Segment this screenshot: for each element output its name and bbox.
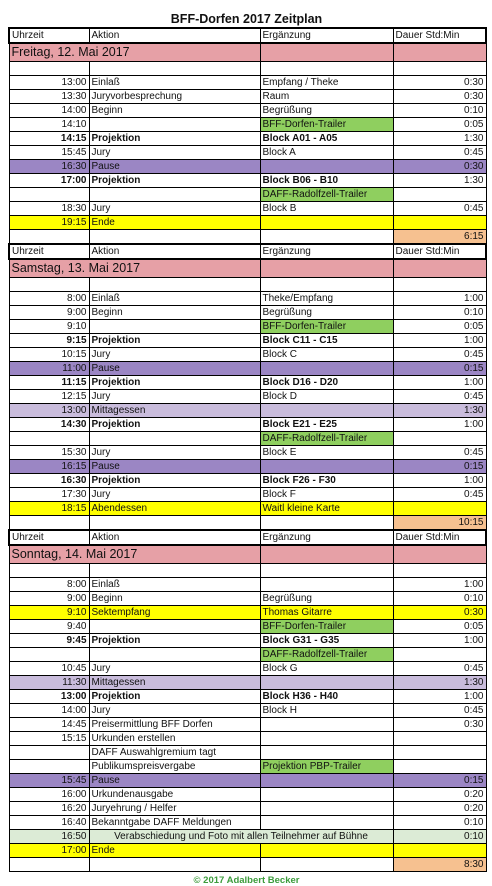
erganzung-cell [260, 816, 393, 830]
erganzung-cell: DAFF-Radolfzell-Trailer [260, 648, 393, 662]
time-cell: 19:15 [9, 216, 89, 230]
erganzung-cell: Block E [260, 446, 393, 460]
schedule-row [9, 830, 486, 844]
erganzung-cell [260, 404, 393, 418]
time-cell: 14:10 [9, 118, 89, 132]
duration-cell [393, 746, 486, 760]
action-cell: Pause [89, 774, 260, 788]
duration-cell: 0:30 [393, 606, 486, 620]
time-cell: 9:10 [9, 320, 89, 334]
header-erganzung: Ergänzung [260, 28, 393, 43]
schedule-row [9, 390, 486, 404]
action-cell: Einlaß [89, 578, 260, 592]
duration-cell: 1:30 [393, 404, 486, 418]
erganzung-cell: Waitl kleine Karte [260, 502, 393, 516]
time-cell: 16:20 [9, 802, 89, 816]
erganzung-cell [260, 160, 393, 174]
schedule-sheet [8, 12, 485, 886]
duration-cell [393, 216, 486, 230]
empty-cell [9, 230, 89, 245]
action-cell [89, 188, 260, 202]
action-cell: Mittagessen [89, 676, 260, 690]
empty-cell [260, 230, 393, 245]
schedule-row [9, 446, 486, 460]
empty-cell [260, 278, 393, 292]
time-cell: 12:15 [9, 390, 89, 404]
schedule-row [9, 362, 486, 376]
time-cell: 15:45 [9, 146, 89, 160]
time-cell: 16:30 [9, 160, 89, 174]
duration-cell: 0:45 [393, 704, 486, 718]
blank-row [9, 278, 486, 292]
erganzung-cell: Block A01 - A05 [260, 132, 393, 146]
duration-cell: 0:30 [393, 76, 486, 90]
erganzung-cell [260, 362, 393, 376]
action-cell: Jury [89, 146, 260, 160]
action-cell: Beginn [89, 306, 260, 320]
header-aktion: Aktion [89, 530, 260, 545]
action-cell: Sektempfang [89, 606, 260, 620]
empty-cell [9, 516, 89, 531]
empty-cell [260, 564, 393, 578]
column-header-row [9, 28, 486, 43]
schedule-row [9, 320, 486, 334]
time-cell: 13:00 [9, 76, 89, 90]
schedule-row [9, 418, 486, 432]
duration-cell [393, 648, 486, 662]
action-cell [89, 118, 260, 132]
day-title: Freitag, 12. Mai 2017 [9, 43, 260, 62]
time-cell: 9:00 [9, 306, 89, 320]
schedule-row [9, 404, 486, 418]
duration-cell: 1:00 [393, 578, 486, 592]
action-cell: Pause [89, 362, 260, 376]
duration-cell: 0:10 [393, 830, 486, 844]
erganzung-cell [260, 802, 393, 816]
empty-cell [89, 564, 260, 578]
erganzung-cell: Block F26 - F30 [260, 474, 393, 488]
erganzung-cell: Block H36 - H40 [260, 690, 393, 704]
time-cell: 17:30 [9, 488, 89, 502]
action-cell: Einlaß [89, 76, 260, 90]
schedule-row [9, 306, 486, 320]
duration-cell: 0:45 [393, 390, 486, 404]
duration-cell: 1:30 [393, 174, 486, 188]
blank-row [9, 564, 486, 578]
day-title: Samstag, 13. Mai 2017 [9, 259, 260, 278]
time-cell: 15:15 [9, 732, 89, 746]
time-cell: 14:00 [9, 704, 89, 718]
action-cell: Mittagessen [89, 404, 260, 418]
action-cell: Projektion [89, 474, 260, 488]
schedule-row [9, 732, 486, 746]
day-cell [393, 259, 486, 278]
action-cell: Jury [89, 704, 260, 718]
header-dauer: Dauer Std:Min [393, 530, 486, 545]
duration-cell [393, 188, 486, 202]
erganzung-cell [260, 732, 393, 746]
action-cell [89, 432, 260, 446]
duration-cell: 0:20 [393, 802, 486, 816]
action-cell: Jury [89, 488, 260, 502]
schedule-row [9, 348, 486, 362]
action-cell: Jury [89, 390, 260, 404]
erganzung-cell: Thomas Gitarre [260, 606, 393, 620]
time-cell: 13:00 [9, 404, 89, 418]
action-cell: Projektion [89, 334, 260, 348]
schedule-row [9, 690, 486, 704]
time-cell: 16:40 [9, 816, 89, 830]
action-cell: Verabschiedung und Foto mit allen Teilnehmer auf Bühne [89, 830, 393, 844]
empty-cell [89, 858, 260, 872]
action-cell: Jury [89, 348, 260, 362]
time-cell: 11:00 [9, 362, 89, 376]
duration-cell: 0:15 [393, 774, 486, 788]
duration-cell: 0:45 [393, 446, 486, 460]
empty-cell [9, 278, 89, 292]
action-cell [89, 620, 260, 634]
empty-cell [393, 62, 486, 76]
page-title: BFF-Dorfen 2017 Zeitplan [170, 12, 323, 26]
time-cell: 8:00 [9, 292, 89, 306]
time-cell: 16:50 [9, 830, 89, 844]
action-cell: Jury [89, 446, 260, 460]
erganzung-cell: Block A [260, 146, 393, 160]
copyright-footer: © 2017 Adalbert Becker [193, 875, 300, 886]
erganzung-cell: Block D16 - D20 [260, 376, 393, 390]
schedule-row [9, 844, 486, 858]
erganzung-cell: Block C [260, 348, 393, 362]
schedule-row [9, 816, 486, 830]
erganzung-cell: Block C11 - C15 [260, 334, 393, 348]
duration-cell: 1:00 [393, 634, 486, 648]
schedule-row [9, 292, 486, 306]
schedule-row [9, 118, 486, 132]
action-cell: Projektion [89, 132, 260, 146]
schedule-row [9, 648, 486, 662]
time-cell [9, 432, 89, 446]
action-cell: Beginn [89, 104, 260, 118]
action-cell: Juryehrung / Helfer [89, 802, 260, 816]
header-uhrzeit: Uhrzeit [9, 244, 89, 259]
schedule-row [9, 376, 486, 390]
day-cell [393, 545, 486, 564]
duration-cell: 0:05 [393, 320, 486, 334]
time-cell: 9:00 [9, 592, 89, 606]
schedule-row [9, 104, 486, 118]
time-cell: 15:45 [9, 774, 89, 788]
erganzung-cell: Block G31 - G35 [260, 634, 393, 648]
duration-cell: 1:00 [393, 690, 486, 704]
action-cell: Einlaß [89, 292, 260, 306]
day-total: 10:15 [393, 516, 486, 531]
duration-cell: 0:30 [393, 90, 486, 104]
action-cell: Preisermittlung BFF Dorfen [89, 718, 260, 732]
action-cell: Projektion [89, 174, 260, 188]
time-cell: 10:15 [9, 348, 89, 362]
header-erganzung: Ergänzung [260, 530, 393, 545]
schedule-row [9, 662, 486, 676]
time-cell: 10:45 [9, 662, 89, 676]
erganzung-cell: Theke/Empfang [260, 292, 393, 306]
action-cell: Projektion [89, 376, 260, 390]
empty-cell [260, 858, 393, 872]
duration-cell: 0:10 [393, 306, 486, 320]
erganzung-cell [260, 774, 393, 788]
header-erganzung: Ergänzung [260, 244, 393, 259]
action-cell: Jury [89, 202, 260, 216]
action-cell: Urkunden erstellen [89, 732, 260, 746]
duration-cell: 0:15 [393, 362, 486, 376]
empty-cell [9, 62, 89, 76]
duration-cell: 0:45 [393, 348, 486, 362]
duration-cell [393, 844, 486, 858]
day-cell [393, 43, 486, 62]
duration-cell: 1:00 [393, 418, 486, 432]
day-total: 8:30 [393, 858, 486, 872]
erganzung-cell: Begrüßung [260, 592, 393, 606]
duration-cell: 0:45 [393, 146, 486, 160]
action-cell [89, 648, 260, 662]
erganzung-cell: Raum [260, 90, 393, 104]
erganzung-cell: DAFF-Radolfzell-Trailer [260, 188, 393, 202]
schedule-row [9, 188, 486, 202]
action-cell: Jury [89, 662, 260, 676]
erganzung-cell [260, 460, 393, 474]
erganzung-cell [260, 216, 393, 230]
header-aktion: Aktion [89, 28, 260, 43]
schedule-row [9, 460, 486, 474]
time-cell: 16:30 [9, 474, 89, 488]
empty-cell [89, 62, 260, 76]
duration-cell: 1:30 [393, 132, 486, 146]
schedule-row [9, 202, 486, 216]
day-cell [260, 43, 393, 62]
erganzung-cell: Block B06 - B10 [260, 174, 393, 188]
action-cell: Projektion [89, 418, 260, 432]
empty-cell [260, 62, 393, 76]
header-uhrzeit: Uhrzeit [9, 28, 89, 43]
duration-cell: 0:45 [393, 488, 486, 502]
schedule-row [9, 606, 486, 620]
day-header-row [9, 545, 486, 564]
action-cell: Juryvorbesprechung [89, 90, 260, 104]
time-cell: 9:15 [9, 334, 89, 348]
empty-cell [260, 516, 393, 531]
header-dauer: Dauer Std:Min [393, 244, 486, 259]
duration-cell [393, 732, 486, 746]
action-cell: Beginn [89, 592, 260, 606]
duration-cell [393, 432, 486, 446]
action-cell [89, 320, 260, 334]
duration-cell: 0:30 [393, 160, 486, 174]
erganzung-cell: BFF-Dorfen-Trailer [260, 118, 393, 132]
action-cell: Pause [89, 460, 260, 474]
erganzung-cell: DAFF-Radolfzell-Trailer [260, 432, 393, 446]
action-cell: DAFF Auswahlgremium tagt [89, 746, 260, 760]
time-cell: 13:30 [9, 90, 89, 104]
duration-cell: 1:00 [393, 474, 486, 488]
time-cell [9, 760, 89, 774]
duration-cell: 0:05 [393, 118, 486, 132]
duration-cell: 0:45 [393, 662, 486, 676]
time-cell: 11:30 [9, 676, 89, 690]
empty-cell [393, 564, 486, 578]
schedule-row [9, 578, 486, 592]
schedule-body [9, 28, 486, 872]
empty-cell [9, 858, 89, 872]
time-cell [9, 188, 89, 202]
schedule-row [9, 432, 486, 446]
time-cell: 14:15 [9, 132, 89, 146]
erganzung-cell: Block H [260, 704, 393, 718]
action-cell: Projektion [89, 634, 260, 648]
column-header-row [9, 244, 486, 259]
time-cell: 17:00 [9, 844, 89, 858]
erganzung-cell [260, 746, 393, 760]
schedule-row [9, 146, 486, 160]
erganzung-cell [260, 676, 393, 690]
schedule-row [9, 704, 486, 718]
time-cell: 8:00 [9, 578, 89, 592]
schedule-row [9, 802, 486, 816]
erganzung-cell: Block E21 - E25 [260, 418, 393, 432]
day-cell [260, 545, 393, 564]
empty-cell [9, 564, 89, 578]
erganzung-cell [260, 844, 393, 858]
time-cell: 16:15 [9, 460, 89, 474]
schedule-row [9, 746, 486, 760]
erganzung-cell: Projektion PBP-Trailer [260, 760, 393, 774]
schedule-row [9, 788, 486, 802]
erganzung-cell: BFF-Dorfen-Trailer [260, 620, 393, 634]
day-title: Sonntag, 14. Mai 2017 [9, 545, 260, 564]
schedule-row [9, 502, 486, 516]
erganzung-cell: Begrüßung [260, 306, 393, 320]
schedule-row [9, 132, 486, 146]
duration-cell: 0:15 [393, 460, 486, 474]
schedule-row [9, 774, 486, 788]
duration-cell [393, 502, 486, 516]
day-total-row [9, 230, 486, 245]
erganzung-cell: Block F [260, 488, 393, 502]
action-cell: Abendessen [89, 502, 260, 516]
time-cell: 13:00 [9, 690, 89, 704]
schedule-row [9, 334, 486, 348]
duration-cell: 0:20 [393, 788, 486, 802]
schedule-row [9, 592, 486, 606]
column-header-row [9, 530, 486, 545]
schedule-row [9, 174, 486, 188]
day-header-row [9, 259, 486, 278]
erganzung-cell: Block D [260, 390, 393, 404]
day-total-row [9, 516, 486, 531]
day-total: 6:15 [393, 230, 486, 245]
action-cell: Urkundenausgabe [89, 788, 260, 802]
action-cell: Publikumspreisvergabe [89, 760, 260, 774]
schedule-row [9, 488, 486, 502]
schedule-row [9, 216, 486, 230]
duration-cell: 0:10 [393, 592, 486, 606]
duration-cell: 0:30 [393, 718, 486, 732]
erganzung-cell: BFF-Dorfen-Trailer [260, 320, 393, 334]
duration-cell: 1:30 [393, 676, 486, 690]
empty-cell [89, 516, 260, 531]
day-cell [260, 259, 393, 278]
time-cell: 18:15 [9, 502, 89, 516]
duration-cell [393, 760, 486, 774]
time-cell: 9:45 [9, 634, 89, 648]
blank-row [9, 62, 486, 76]
empty-cell [393, 278, 486, 292]
erganzung-cell: Block B [260, 202, 393, 216]
duration-cell: 1:00 [393, 334, 486, 348]
time-cell: 9:40 [9, 620, 89, 634]
time-cell [9, 648, 89, 662]
duration-cell: 1:00 [393, 376, 486, 390]
action-cell: Ende [89, 216, 260, 230]
duration-cell: 0:45 [393, 202, 486, 216]
erganzung-cell: Begrüßung [260, 104, 393, 118]
empty-cell [89, 278, 260, 292]
schedule-row [9, 160, 486, 174]
schedule-row [9, 76, 486, 90]
schedule-row [9, 676, 486, 690]
schedule-row [9, 90, 486, 104]
day-header-row [9, 43, 486, 62]
header-aktion: Aktion [89, 244, 260, 259]
time-cell [9, 746, 89, 760]
time-cell: 9:10 [9, 606, 89, 620]
erganzung-cell [260, 788, 393, 802]
time-cell: 14:30 [9, 418, 89, 432]
day-total-row [9, 858, 486, 872]
time-cell: 14:00 [9, 104, 89, 118]
erganzung-cell [260, 578, 393, 592]
action-cell: Ende [89, 844, 260, 858]
duration-cell: 0:10 [393, 104, 486, 118]
duration-cell: 0:05 [393, 620, 486, 634]
schedule-row [9, 620, 486, 634]
duration-cell: 0:10 [393, 816, 486, 830]
action-cell: Pause [89, 160, 260, 174]
duration-cell: 1:00 [393, 292, 486, 306]
schedule-row [9, 760, 486, 774]
schedule-row [9, 634, 486, 648]
schedule-row [9, 474, 486, 488]
time-cell: 16:00 [9, 788, 89, 802]
time-cell: 17:00 [9, 174, 89, 188]
time-cell: 14:45 [9, 718, 89, 732]
header-dauer: Dauer Std:Min [393, 28, 486, 43]
time-cell: 15:30 [9, 446, 89, 460]
time-cell: 11:15 [9, 376, 89, 390]
erganzung-cell: Empfang / Theke [260, 76, 393, 90]
empty-cell [89, 230, 260, 245]
erganzung-cell: Block G [260, 662, 393, 676]
schedule-table [8, 27, 487, 872]
erganzung-cell [260, 718, 393, 732]
time-cell: 18:30 [9, 202, 89, 216]
schedule-row [9, 718, 486, 732]
action-cell: Bekanntgabe DAFF Meldungen [89, 816, 260, 830]
header-uhrzeit: Uhrzeit [9, 530, 89, 545]
action-cell: Projektion [89, 690, 260, 704]
